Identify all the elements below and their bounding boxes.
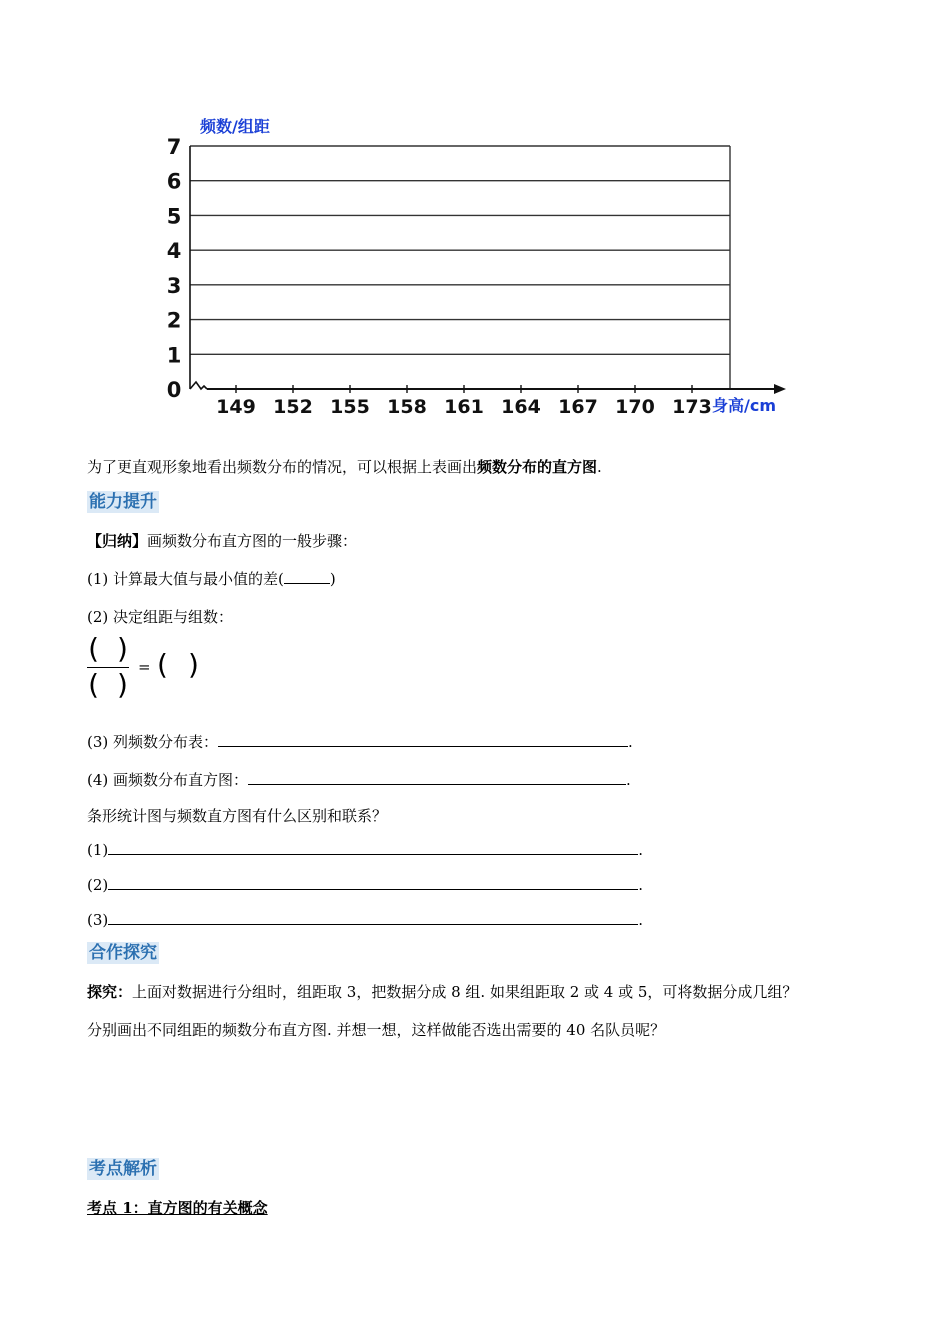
numerator-blank[interactable]: ( ) — [88, 632, 128, 665]
compare-blank-1[interactable] — [108, 840, 638, 855]
step-3 — [87, 731, 633, 752]
x-tick-label: 173 — [672, 396, 712, 418]
chart-grid — [190, 146, 786, 394]
section-heading-topics: 考点解析 — [89, 1159, 157, 1179]
step-1-text: (1) 计算最大值与最小值的差( — [87, 570, 284, 588]
intro-bold: 频数分布的直方图 — [477, 458, 598, 476]
summary-line — [87, 530, 357, 551]
denominator-blank[interactable]: ( ) — [88, 668, 128, 701]
summary-tag: 【归纳】 — [87, 532, 148, 550]
explore-line-2: 分别画出不同组距的频数分布直方图. 并想一想，这样做能否选出需要的 40 名队员呢？ — [87, 1021, 666, 1039]
y-tick-label: 0 — [166, 378, 182, 402]
fraction-formula — [87, 632, 217, 707]
step-1 — [87, 568, 336, 589]
step-4-blank[interactable] — [248, 770, 626, 785]
x-tick-label: 170 — [615, 396, 655, 418]
y-tick-label: 2 — [166, 308, 182, 333]
step-4-text: (4) 画频数分布直方图： — [87, 771, 249, 789]
y-tick-label: 5 — [166, 204, 182, 229]
topic-1-title: 考点 1：直方图的有关概念 — [87, 1199, 268, 1217]
section-heading-explore: 合作探究 — [89, 943, 157, 963]
y-tick-label: 7 — [166, 135, 182, 159]
compare-item-3: (3) . — [87, 911, 644, 929]
y-tick-labels — [167, 135, 182, 402]
compare-question: 条形统计图与频数直方图有什么区别和联系？ — [87, 807, 388, 825]
x-tick-label: 167 — [558, 396, 598, 418]
intro-period: . — [597, 458, 602, 476]
step-1-blank[interactable] — [284, 569, 330, 584]
step-3-blank[interactable] — [218, 732, 628, 747]
y-tick-label: 6 — [166, 169, 182, 194]
x-tick-label: 164 — [501, 396, 541, 418]
step-3-period: . — [628, 733, 633, 751]
axis-break-mark — [190, 382, 207, 389]
step-2: (2) 决定组距与组数： — [87, 608, 234, 626]
result-blank[interactable]: ( ) — [157, 648, 199, 681]
compare-item-1: (1) . — [87, 841, 644, 859]
step-4-period: . — [626, 771, 631, 789]
y-tick-label: 1 — [166, 343, 182, 368]
y-tick-label: 4 — [166, 239, 182, 264]
step-3-text: (3) 列频数分布表： — [87, 733, 219, 751]
x-tick-label: 158 — [387, 396, 427, 418]
y-axis-label: 频数/组距 — [200, 117, 270, 136]
summary-text: 画频数分布直方图的一般步骤： — [147, 532, 358, 550]
x-axis-label: 身高/cm — [712, 396, 777, 415]
step-4 — [87, 769, 631, 790]
step-1-close: ) — [329, 570, 336, 588]
explore-line-1: 探究：上面对数据进行分组时，组距取 3，把数据分成 8 组. 如果组距取 2 或 4 或 5，可将数据分成几组？ — [87, 983, 798, 1001]
compare-item-2: (2) . — [87, 876, 644, 894]
compare-blank-3[interactable] — [108, 910, 638, 925]
equals-sign: = — [138, 658, 151, 676]
intro-text: 为了更直观形象地看出频数分布的情况，可以根据上表画出 — [87, 458, 478, 476]
x-tick-label: 155 — [330, 396, 370, 418]
y-tick-label: 3 — [166, 273, 182, 298]
histogram-chart — [150, 108, 800, 428]
x-tick-label: 152 — [273, 396, 313, 418]
section-heading-ability: 能力提升 — [89, 492, 157, 512]
x-tick-label: 161 — [444, 396, 484, 418]
compare-blank-2[interactable] — [108, 875, 638, 890]
intro-sentence — [87, 456, 602, 477]
explore-label: 探究： — [87, 983, 133, 1001]
x-tick-label: 149 — [216, 396, 256, 418]
x-axis-arrow — [774, 384, 786, 394]
